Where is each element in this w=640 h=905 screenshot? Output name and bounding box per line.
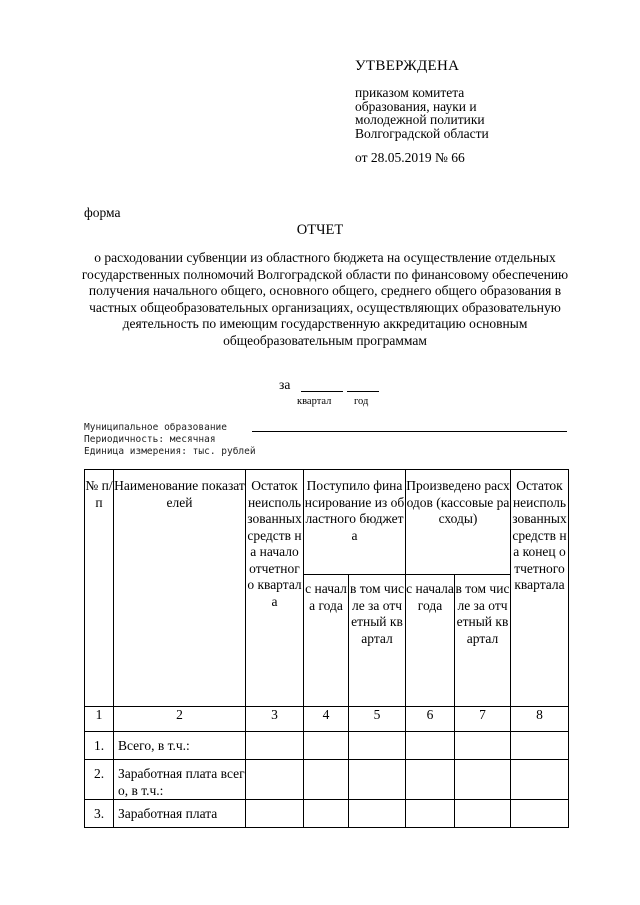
quarter-label: квартал [297,396,332,407]
table-cell [511,732,569,760]
header-spent: Произведено расходов (кассовые расходы) [406,470,511,575]
periodicity-label: Периодичность: месячная [84,434,216,445]
year-blank [347,391,379,392]
row-number: 2. [85,760,114,800]
column-number: 5 [349,707,406,732]
period-prefix: за [279,377,291,392]
column-number-row [85,707,569,732]
year-label: год [354,396,369,407]
table-row [85,800,569,828]
row-name: Всего, в т.ч.: [114,732,246,760]
table-cell [304,800,349,828]
report-title: ОТЧЕТ [296,222,344,238]
approval-text [355,86,489,140]
table-cell [246,760,304,800]
table-cell [246,800,304,828]
header-name: Наименование показателей [114,470,246,707]
header-num: № п/п [85,470,114,707]
row-name: Заработная плата [114,800,246,828]
table-cell [406,800,455,828]
approval-title: УТВЕРЖДЕНА [355,58,460,74]
subheader-spent-year: с начала года [406,575,455,707]
table-cell [455,800,511,828]
approval-line: Волгоградской области [355,125,489,141]
municipality-blank [252,431,567,432]
column-number: 2 [114,707,246,732]
header-start-balance: Остаток неиспользованных средств на начало отчетного квартала [246,470,304,707]
approval-date: от 28.05.2019 № 66 [355,150,465,165]
report-subtitle: о расходовании субвенции из областного бюджета на осуществление отдельных государственных полномочий Волгоградской области по финансовому обеспечению получения начального общего, основного общего, среднего общего образования в частных общеобразовательных организациях, осуществляющих образовательную деятельность по имеющим государственную аккредитацию основным общеобразовательным программам [81,250,569,348]
table-cell [455,760,511,800]
column-number: 1 [85,707,114,732]
table-row [85,732,569,760]
municipality-label: Муниципальное образование [84,422,227,433]
column-number: 8 [511,707,569,732]
column-number: 4 [304,707,349,732]
subheader-spent-quarter: в том числе за отчетный квартал [455,575,511,707]
row-name: Заработная плата всего, в т.ч.: [114,760,246,800]
unit-label: Единица измерения: тыс. рублей [84,446,256,457]
table-row [85,760,569,800]
table-cell [406,760,455,800]
approval-line: приказом комитета [355,85,465,100]
quarter-blank [301,391,343,392]
table-cell [406,732,455,760]
approval-line: образования, науки и [355,98,477,114]
table-cell [511,800,569,828]
header-received: Поступило финансирование из областного бюджета [304,470,406,575]
subheader-received-year: с начала года [304,575,349,707]
table-cell [511,760,569,800]
row-number: 1. [85,732,114,760]
header-end-balance: Остаток неиспользованных средств на конец отчетного квартала [511,470,569,707]
table-cell [349,732,406,760]
table-cell [246,732,304,760]
table-cell [349,800,406,828]
column-number: 7 [455,707,511,732]
row-number: 3. [85,800,114,828]
report-table [84,469,569,828]
approval-line: молодежной политики [355,112,485,127]
form-label: форма [84,205,121,220]
table-cell [349,760,406,800]
column-number: 3 [246,707,304,732]
column-number: 6 [406,707,455,732]
table-cell [455,732,511,760]
table-cell [304,732,349,760]
table-cell [304,760,349,800]
subheader-received-quarter: в том числе за отчетный квартал [349,575,406,707]
